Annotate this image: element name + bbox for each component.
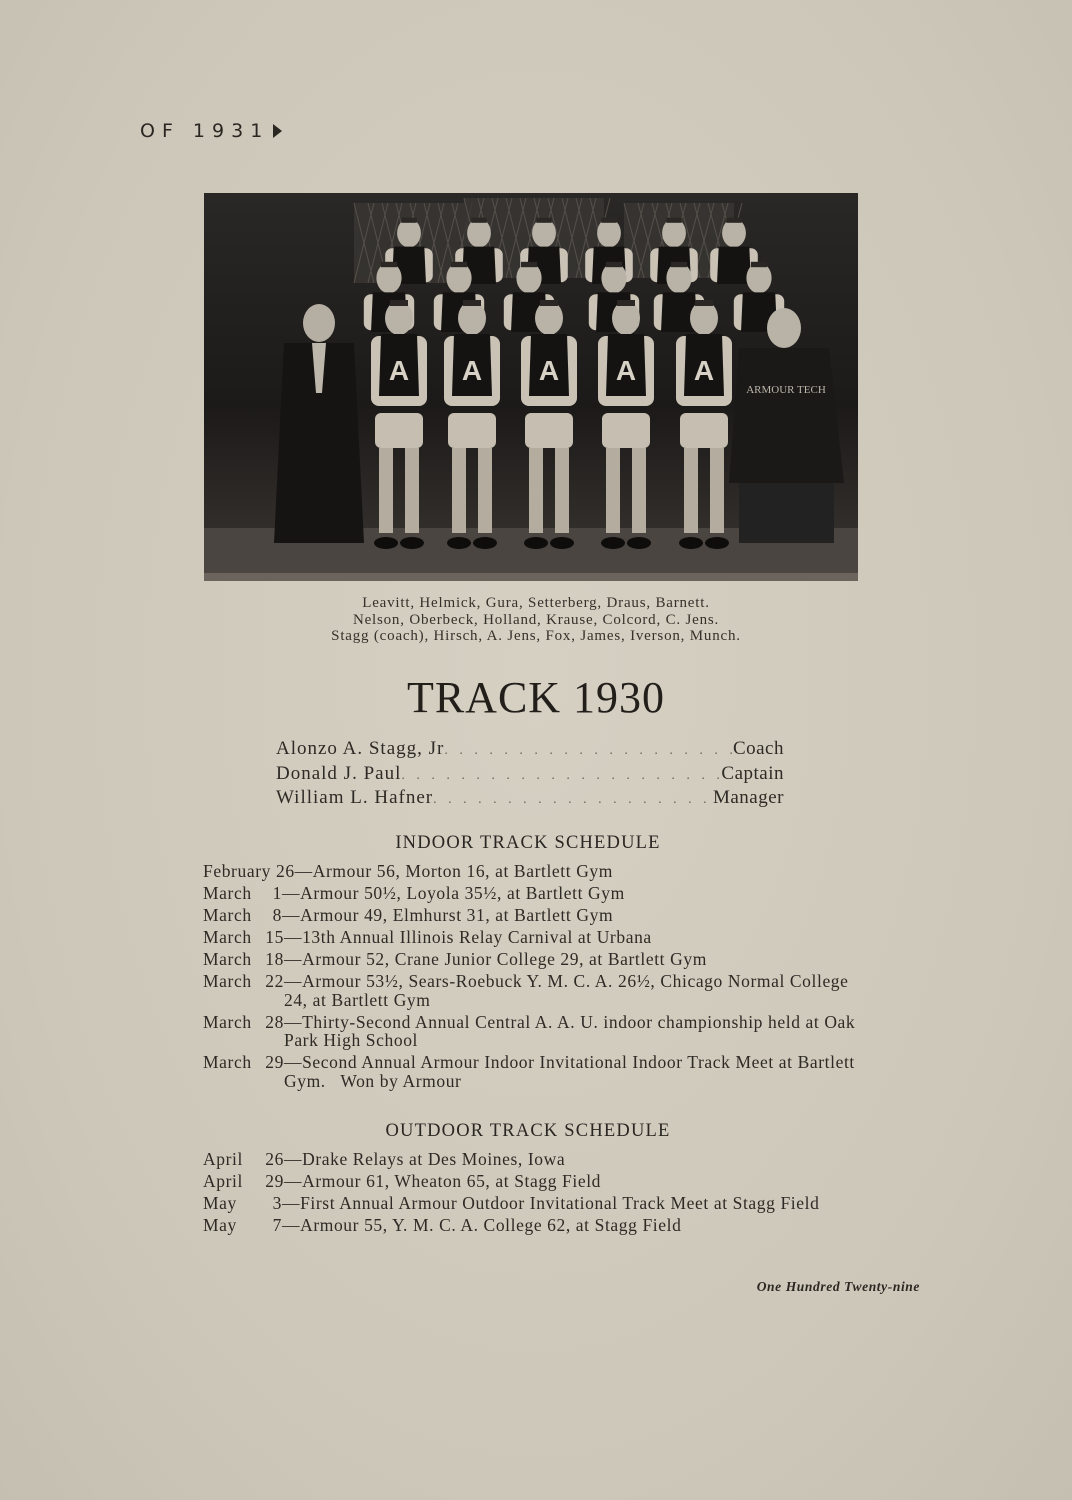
staff-row <box>276 738 784 763</box>
schedule-desc <box>282 1216 856 1235</box>
floor-edge <box>204 573 858 581</box>
person-hair <box>401 218 416 223</box>
schedule-desc <box>282 906 856 925</box>
staff-name: Alonzo A. Stagg, Jr <box>276 738 445 759</box>
schedule-date <box>203 1150 284 1169</box>
indoor-schedule <box>203 862 856 1094</box>
person-leg <box>684 448 698 533</box>
person-head <box>467 219 491 248</box>
schedule-month: March <box>203 1052 252 1072</box>
person-leg <box>606 448 620 533</box>
staff-role: Coach <box>732 738 784 759</box>
schedule-date <box>203 928 284 947</box>
person-jersey <box>717 247 751 284</box>
person-head <box>532 219 556 248</box>
schedule-date <box>203 906 282 925</box>
person-leg <box>452 448 466 533</box>
schedule-day: 28 <box>265 1011 284 1032</box>
jersey-letter: A <box>388 355 410 386</box>
schedule-day: 7 <box>272 1215 282 1235</box>
outdoor-schedule-heading: OUTDOOR TRACK SCHEDULE <box>385 1121 671 1141</box>
person-head <box>385 301 413 335</box>
schedule-day: 1 <box>272 883 282 903</box>
person-head <box>397 219 421 248</box>
person-head <box>535 301 563 335</box>
person-leg <box>710 448 724 533</box>
photo-caption <box>200 595 872 645</box>
person-hair <box>606 262 622 267</box>
sweater-man-body <box>729 348 844 483</box>
person-hair <box>381 262 397 267</box>
person-head <box>446 263 471 294</box>
schedule-desc-line: —Armour 55, Y. M. C. A. College 62, at Stagg Field <box>281 1215 682 1235</box>
person-head <box>662 219 686 248</box>
person-head <box>376 263 401 294</box>
person-hair <box>726 218 741 223</box>
person-shoe <box>550 537 574 549</box>
schedule-day: 22 <box>265 971 284 991</box>
person-shoe <box>400 537 424 549</box>
schedule-day: 3 <box>272 1193 282 1213</box>
schedule-desc-line: —Thirty-Second Annual Central A. A. U. indoor championship held at Oak <box>283 1011 856 1032</box>
staff-role: Manager <box>712 787 784 808</box>
schedule-date <box>203 1216 282 1235</box>
page-number: One Hundred Twenty-nine <box>756 1279 920 1294</box>
person-head <box>458 301 486 335</box>
leader-dots <box>444 740 733 763</box>
schedule-desc-line: —13th Annual Illinois Relay Carnival at Urbana <box>283 927 652 947</box>
schedule-entry <box>203 906 856 925</box>
person-hair <box>521 262 537 267</box>
caption-line: Nelson, Oberbeck, Holland, Krause, Colcord, C. Jens. <box>352 611 720 628</box>
person-hair <box>617 300 635 306</box>
person-head <box>722 219 746 248</box>
schedule-day: 29 <box>265 1052 284 1072</box>
staff-row <box>276 787 784 812</box>
person-head <box>666 263 691 294</box>
schedule-desc <box>284 1013 856 1050</box>
person-hair <box>471 218 486 223</box>
person-hair <box>671 262 687 267</box>
schedule-entry <box>203 972 856 1009</box>
jersey-letter: A <box>693 355 715 386</box>
person-shorts <box>680 413 728 448</box>
schedule-desc <box>295 862 856 881</box>
schedule-date <box>203 884 282 903</box>
schedule-month: March <box>203 971 252 991</box>
triangle-right-icon <box>273 124 282 138</box>
person-shoe <box>374 537 398 549</box>
team-photo-image <box>204 193 858 581</box>
schedule-desc-line: —Armour 61, Wheaton 65, at Stagg Field <box>283 1171 602 1191</box>
person-hair <box>451 262 467 267</box>
staff-name: Donald J. Paul <box>276 762 402 784</box>
schedule-date <box>203 862 295 881</box>
person-hair <box>390 300 408 306</box>
schedule-month: March <box>203 949 252 969</box>
staff-name: William L. Hafner <box>276 787 434 808</box>
person-shoe <box>473 537 497 549</box>
person-hair <box>540 300 558 306</box>
schedule-desc-line: —Armour 56, Morton 16, at Bartlett Gym <box>294 861 613 881</box>
schedule-entry <box>203 1053 856 1090</box>
schedule-day: 26 <box>265 1149 284 1169</box>
schedule-month: April <box>203 1149 243 1169</box>
jersey-letter: A <box>461 355 483 386</box>
jersey-letter: A <box>538 355 560 386</box>
person-shoe <box>447 537 471 549</box>
sweater-man-legs <box>739 483 834 543</box>
running-head <box>140 120 282 142</box>
schedule-desc <box>284 1150 856 1169</box>
schedule-entry <box>203 1150 856 1169</box>
schedule-desc <box>284 950 856 969</box>
person-leg <box>529 448 543 533</box>
running-head-text: OF 1931 <box>140 120 270 142</box>
schedule-desc <box>282 1194 856 1213</box>
schedule-date <box>203 1053 284 1090</box>
schedule-entry <box>203 1194 856 1213</box>
indoor-schedule-heading: INDOOR TRACK SCHEDULE <box>395 833 661 853</box>
schedule-desc-line: —First Annual Armour Outdoor Invitational Track Meet at Stagg Field <box>281 1193 820 1213</box>
schedule-desc <box>284 972 856 1009</box>
schedule-day: 18 <box>265 949 284 969</box>
person-shoe <box>627 537 651 549</box>
person-shorts <box>375 413 423 448</box>
page-title: TRACK 1930 <box>406 673 666 722</box>
schedule-entry <box>203 862 856 881</box>
schedule-date <box>203 1013 284 1050</box>
schedule-month: May <box>203 1215 237 1235</box>
schedule-date <box>203 950 284 969</box>
staff-row <box>276 763 784 788</box>
schedule-month: February <box>203 861 271 881</box>
person-leg <box>632 448 646 533</box>
schedule-day: 29 <box>265 1171 284 1191</box>
person-shorts <box>448 413 496 448</box>
person-shorts <box>602 413 650 448</box>
schedule-day: 26 <box>275 861 295 881</box>
person-hair <box>536 218 551 223</box>
team-photo <box>204 193 858 581</box>
schedule-entry <box>203 928 856 947</box>
schedule-desc-line: —Armour 50½, Loyola 35½, at Bartlett Gym <box>281 883 625 903</box>
schedule-entry <box>203 950 856 969</box>
schedule-desc-continuation: Park High School <box>283 1030 419 1050</box>
person-leg <box>405 448 419 533</box>
person-head <box>690 301 718 335</box>
person-head <box>601 263 626 294</box>
person-leg <box>478 448 492 533</box>
person-hair <box>463 300 481 306</box>
schedule-desc-line: —Armour 49, Elmhurst 31, at Bartlett Gym <box>281 905 614 925</box>
leader-dots <box>433 789 713 812</box>
person-head <box>746 263 771 294</box>
schedule-month: March <box>203 905 252 925</box>
caption-line: Leavitt, Helmick, Gura, Setterberg, Draus, Barnett. <box>362 595 710 611</box>
schedule-desc <box>282 884 856 903</box>
person-leg <box>555 448 569 533</box>
person-hair <box>751 262 767 267</box>
outdoor-schedule <box>203 1150 856 1238</box>
schedule-desc <box>284 1053 856 1090</box>
caption-line: Stagg (coach), Hirsch, A. Jens, Fox, James, Iverson, Munch. <box>331 628 741 644</box>
person-shoe <box>524 537 548 549</box>
schedule-month: March <box>203 883 252 903</box>
staff-list <box>276 738 784 812</box>
jersey-letter: A <box>615 355 637 386</box>
person-hair <box>601 218 616 223</box>
schedule-desc-line: —Armour 52, Crane Junior College 29, at Bartlett Gym <box>283 949 707 969</box>
person-hair <box>666 218 681 223</box>
person-shoe <box>679 537 703 549</box>
schedule-desc <box>284 1172 856 1191</box>
schedule-date <box>203 1194 282 1213</box>
schedule-month: March <box>203 1011 252 1032</box>
schedule-desc-line: —Second Annual Armour Indoor Invitational Indoor Track Meet at Bartlett <box>283 1052 855 1072</box>
person-head <box>612 301 640 335</box>
staff-role: Captain <box>721 762 784 784</box>
person-head <box>597 219 621 248</box>
schedule-month: March <box>203 927 252 947</box>
schedule-desc-line: —Drake Relays at Des Moines, Iowa <box>283 1149 566 1169</box>
sweater-man-head <box>767 308 801 348</box>
schedule-date <box>203 1172 284 1191</box>
person-shorts <box>525 413 573 448</box>
sweater-lettering: ARMOUR TECH <box>746 384 826 396</box>
person-shoe <box>705 537 729 549</box>
schedule-desc-continuation: Gym. Won by Armour <box>283 1070 462 1091</box>
person-leg <box>379 448 393 533</box>
schedule-month: April <box>203 1171 243 1191</box>
schedule-entry <box>203 1216 856 1235</box>
schedule-entry <box>203 884 856 903</box>
person-hair <box>695 300 713 306</box>
schedule-date <box>203 972 284 1009</box>
leader-dots <box>401 765 721 788</box>
person-head <box>516 263 541 294</box>
schedule-entry <box>203 1172 856 1191</box>
schedule-day: 8 <box>272 905 282 925</box>
schedule-month: May <box>203 1193 237 1213</box>
person-shoe <box>601 537 625 549</box>
schedule-desc-continuation: 24, at Bartlett Gym <box>283 989 431 1010</box>
schedule-desc <box>284 928 856 947</box>
schedule-entry <box>203 1013 856 1050</box>
schedule-desc-line: —Armour 53½, Sears-Roebuck Y. M. C. A. 26½, Chicago Normal College <box>283 971 849 991</box>
schedule-day: 15 <box>265 927 284 947</box>
coach-head <box>303 304 335 342</box>
